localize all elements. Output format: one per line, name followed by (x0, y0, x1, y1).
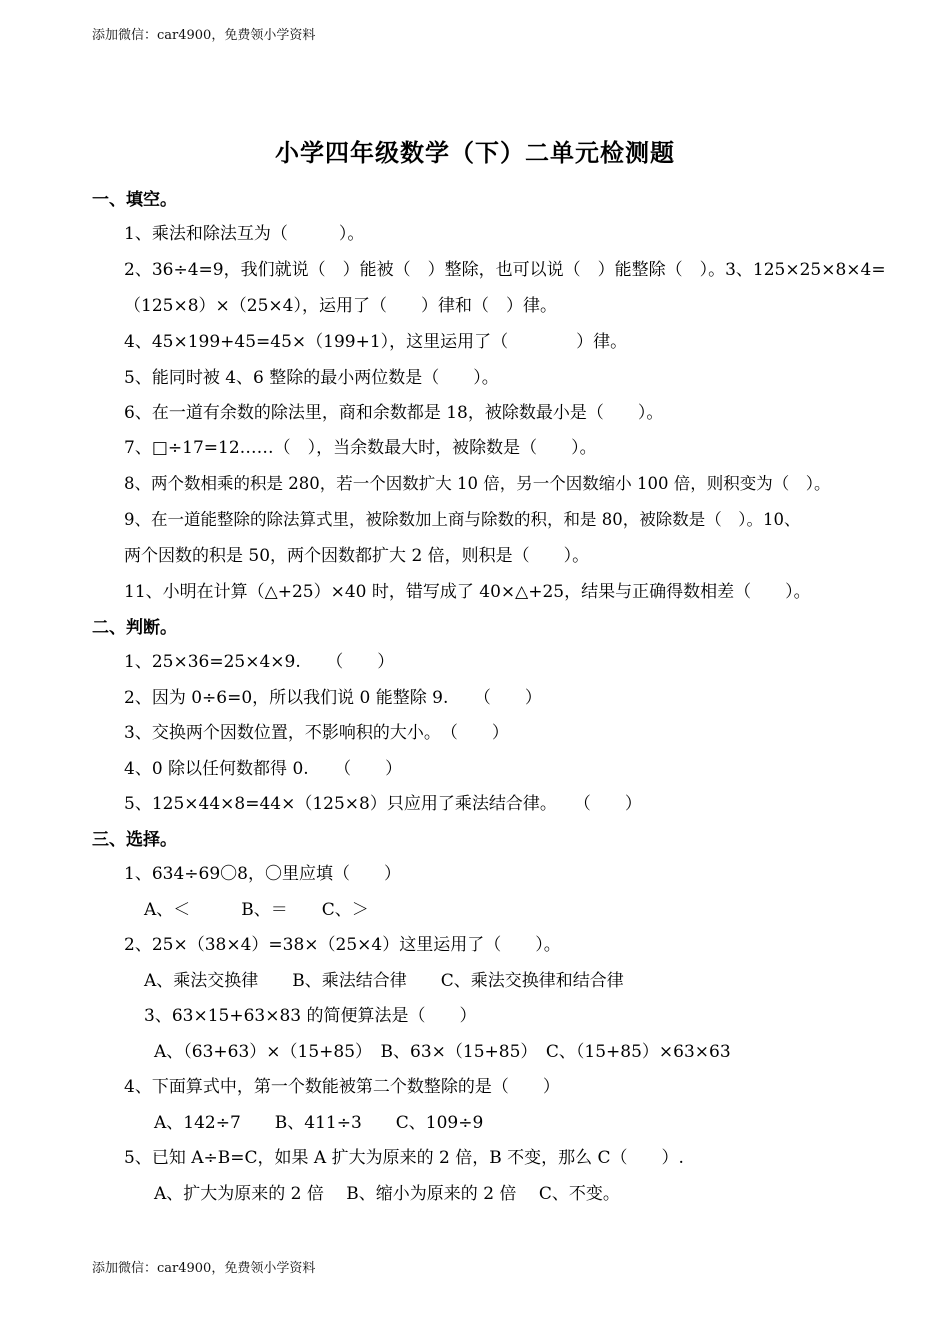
choice-question: 1、634÷69〇8，〇里应填（ ） (124, 864, 401, 884)
choice-options: A、＜ B、＝ C、＞ (144, 900, 369, 920)
choice-options: A、（63+63）×（15+85） B、63×（15+85） C、（15+85）×63×63 (154, 1042, 731, 1062)
fill-blank-item-continued: （125×8）×（25×4），运用了（ ）律和（ ）律。 (124, 296, 557, 316)
true-false-item: 4、0 除以任何数都得 0. （ ） (124, 759, 403, 779)
section-heading-fill-blank: 一、填空。 (92, 190, 177, 210)
page-title: 小学四年级数学（下）二单元检测题 (275, 138, 675, 167)
fill-blank-item: 8、两个数相乘的积是 280，若一个因数扩大 10 倍，另一个因数缩小 100 倍，则积变为（ ）。 (124, 474, 831, 493)
fill-blank-item: 4、45×199+45=45×（199+1），这里运用了（ ）律。 (124, 332, 628, 352)
fill-blank-item: 7、□÷17=12……（ ），当余数最大时，被除数是（ ）。 (124, 438, 597, 458)
fill-blank-item: 1、乘法和除法互为（ ）。 (124, 224, 365, 244)
fill-blank-item: 2、36÷4=9，我们就说（ ）能被（ ）整除，也可以说（ ）能整除（ ）。3、125×25×8×4= (124, 260, 886, 280)
section-heading-multiple-choice: 三、选择。 (92, 830, 177, 850)
fill-blank-item-continued: 两个因数的积是 50，两个因数都扩大 2 倍，则积是（ ）。 (124, 546, 590, 566)
true-false-item: 5、125×44×8=44×（125×8）只应用了乘法结合律。 （ ） (124, 794, 642, 814)
fill-blank-item: 9、在一道能整除的除法算式里，被除数加上商与除数的积，和是 80，被除数是（ ）。10、 (124, 510, 801, 529)
fill-blank-item: 11、小明在计算（△+25）×40 时，错写成了 40×△+25，结果与正确得数相差（ ）。 (124, 582, 811, 602)
choice-options: A、乘法交换律 B、乘法结合律 C、乘法交换律和结合律 (144, 971, 624, 991)
page-footer-note: 添加微信：car4900，免费领小学资料 (92, 1261, 316, 1276)
true-false-item: 2、因为 0÷6=0，所以我们说 0 能整除 9. （ ） (124, 688, 542, 708)
choice-options: A、142÷7 B、411÷3 C、109÷9 (154, 1113, 484, 1133)
true-false-item: 1、25×36=25×4×9. （ ） (124, 652, 395, 672)
page-header-note: 添加微信：car4900，免费领小学资料 (92, 28, 316, 43)
choice-options: A、扩大为原来的 2 倍 B、缩小为原来的 2 倍 C、不变。 (154, 1184, 620, 1204)
choice-question: 2、25×（38×4）=38×（25×4）这里运用了（ ）。 (124, 935, 561, 955)
true-false-item: 3、交换两个因数位置，不影响积的大小。 （ ） (124, 723, 509, 743)
choice-question: 5、已知 A÷B=C，如果 A 扩大为原来的 2 倍，B 不变，那么 C（ ）. (124, 1148, 684, 1168)
section-heading-true-false: 二、判断。 (92, 618, 177, 638)
choice-question: 4、下面算式中，第一个数能被第二个数整除的是（ ） (124, 1077, 560, 1097)
fill-blank-item: 6、在一道有余数的除法里，商和余数都是 18，被除数最小是（ ）。 (124, 403, 664, 423)
fill-blank-item: 5、能同时被 4、6 整除的最小两位数是（ ）。 (124, 368, 499, 388)
choice-question: 3、63×15+63×83 的简便算法是（ ） (144, 1006, 477, 1026)
